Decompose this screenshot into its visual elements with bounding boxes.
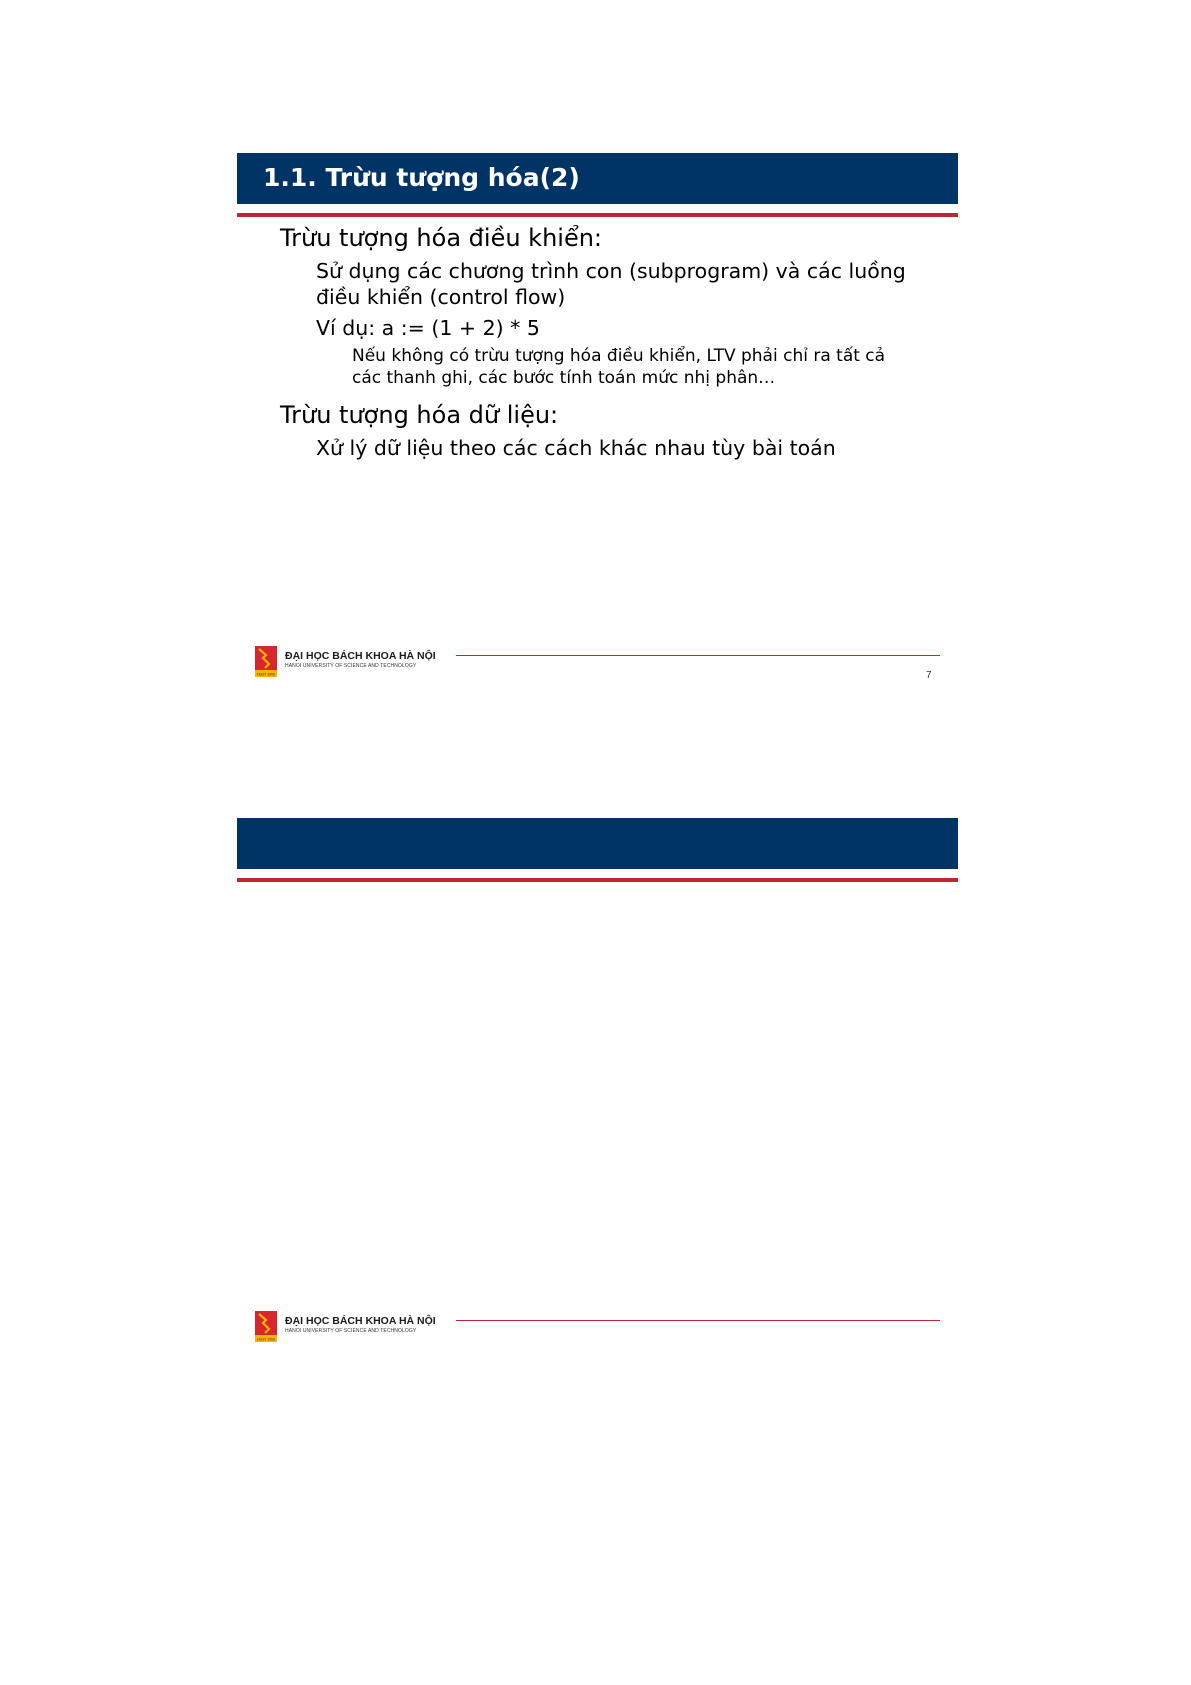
- bullet-data-abstraction-heading: Trừu tượng hóa dữ liệu:: [280, 401, 559, 429]
- university-name-english: HANOI UNIVERSITY OF SCIENCE AND TECHNOLOGY: [285, 1328, 417, 1334]
- slide-footer: [255, 646, 940, 681]
- slide-title: 1.1. Trừu tượng hóa(2): [263, 163, 580, 192]
- title-divider: [237, 213, 958, 217]
- slide-1: [237, 153, 958, 693]
- logo-text: HUST 1956: [257, 1337, 275, 1342]
- bullet-example: Ví dụ: a := (1 + 2) * 5: [316, 316, 540, 340]
- bullet-data-abstraction-desc: Xử lý dữ liệu theo các cách khác nhau tùy bài toán: [316, 436, 836, 460]
- university-name: ĐẠI HỌC BÁCH KHOA HÀ NỘI: [285, 1315, 436, 1327]
- bullet-control-abstraction-desc-line-1: Sử dụng các chương trình con (subprogram) và các luồng: [316, 259, 906, 283]
- title-divider: [237, 878, 958, 882]
- university-name: ĐẠI HỌC BÁCH KHOA HÀ NỘI: [285, 650, 436, 662]
- footer-divider: [456, 655, 940, 656]
- university-logo-icon: [255, 1311, 277, 1342]
- university-logo-icon: [255, 646, 277, 677]
- page-number: 7: [926, 670, 932, 681]
- slide-title-bar: [237, 818, 958, 869]
- footer-divider: [456, 1320, 940, 1321]
- logo-text: HUST 1956: [257, 672, 275, 677]
- slide-2: [237, 818, 958, 1358]
- slide-footer: [255, 1311, 940, 1343]
- university-name-english: HANOI UNIVERSITY OF SCIENCE AND TECHNOLOGY: [285, 663, 417, 669]
- bullet-control-abstraction-heading: Trừu tượng hóa điều khiển:: [280, 224, 603, 252]
- bullet-example-note-line-1: Nếu không có trừu tượng hóa điều khiển, LTV phải chỉ ra tất cả: [352, 346, 886, 366]
- slide-title-bar: [237, 153, 958, 204]
- bullet-control-abstraction-desc-line-2: điều khiển (control flow): [316, 285, 566, 309]
- bullet-example-note-line-2: các thanh ghi, các bước tính toán mức nhị phân…: [352, 368, 776, 388]
